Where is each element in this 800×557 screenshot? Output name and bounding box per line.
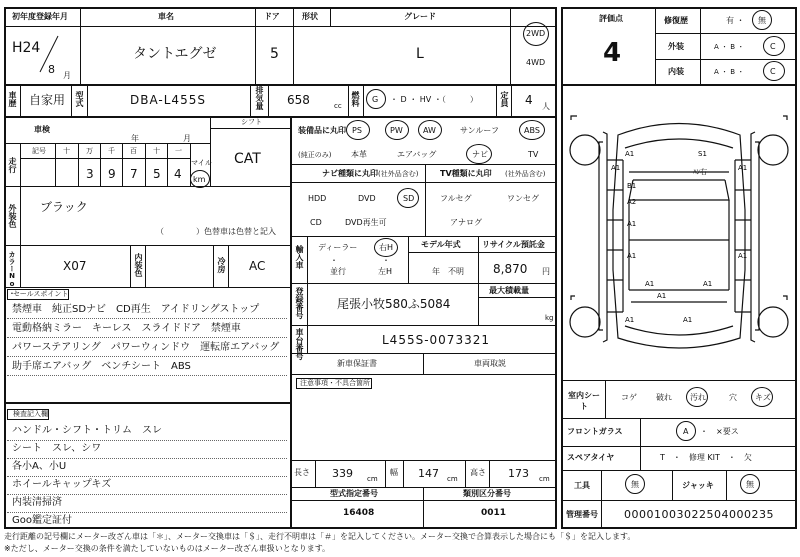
interior-grade-label: 内装	[668, 67, 684, 76]
tv-types-sub: (社外品含む)	[505, 170, 546, 178]
mileage-digit-10: 5	[153, 167, 161, 181]
inspection-note-line-5: 内装清掃済	[12, 497, 62, 508]
grade-value: L	[416, 46, 424, 62]
exterior-color-value: ブラック	[40, 200, 88, 214]
usage-value: 自家用	[29, 93, 66, 107]
diag-note-steer: ﾊﾝ右	[693, 168, 707, 176]
drive-4wd: 4WD	[526, 58, 546, 67]
diag-s1: S1	[698, 150, 707, 158]
shift-label: シフト	[241, 118, 262, 126]
sheet-scratch: キズ	[755, 393, 771, 402]
import-parallel: 並行	[330, 267, 346, 276]
door-label: ドア	[264, 12, 280, 21]
car-name-label: 車名	[158, 12, 174, 21]
tv-oneseg: ワンセグ	[507, 194, 539, 203]
tools-label: 工具	[574, 481, 590, 490]
interior-sheet-label: 室内シート	[568, 391, 600, 411]
management-value: 00001003022504000235	[624, 508, 774, 521]
length-label: 長さ	[294, 468, 310, 477]
inspection-notes-title: 検査記入欄	[13, 410, 48, 418]
inspection-note-line-2: シート スレ、シワ	[12, 443, 102, 454]
type-designation-value: 16408	[343, 508, 375, 518]
equip-sunroof: サンルーフ	[460, 126, 499, 135]
equip-tv: TV	[528, 150, 539, 159]
equip-pw: PW	[390, 126, 403, 135]
shift-value: CAT	[234, 151, 261, 167]
navi-types-title: ナビ種類に丸印	[322, 169, 378, 178]
tv-types-title: TV種類に丸印	[440, 169, 492, 178]
sheet-burn: コゲ	[621, 393, 637, 402]
first-reg-era: H24	[12, 40, 41, 56]
diag-a1-4: A1	[627, 220, 637, 228]
diag-a1-5: A1	[627, 252, 637, 260]
capacity-label: 定員	[500, 91, 509, 107]
repair-options: 有 ・	[726, 16, 745, 25]
mileage-digit-1: 4	[174, 167, 182, 181]
inspection-note-line-3: 各小A、小U	[12, 461, 67, 472]
tv-analog: アナログ	[450, 218, 482, 227]
import-label: 輸入車	[295, 245, 304, 269]
diag-a1-11: A1	[683, 316, 693, 324]
category-value: 0011	[481, 508, 507, 518]
exterior-color-note: （ ）色替車は色替と記入	[156, 227, 276, 236]
repair-selected: 無	[758, 16, 766, 25]
inspection-note-line-6: Goo鑑定証付	[12, 515, 72, 526]
exterior-color-label: 外装色	[8, 204, 17, 228]
sheet-hole: 穴	[729, 393, 737, 402]
sales-point-line-1: 禁煙車 純正SDナビ CD再生 アイドリングストップ	[12, 304, 260, 315]
chassis-value: L455S-0073321	[382, 333, 490, 347]
color-code-value: X07	[63, 259, 87, 273]
length-value: 339	[332, 467, 353, 480]
mileage-unit-km: km	[193, 175, 206, 184]
capacity-unit: 人	[542, 102, 550, 111]
score-label: 評価点	[599, 14, 623, 23]
usage-label: 車歴	[8, 91, 17, 107]
score-value: 4	[603, 38, 622, 68]
sales-point-line-2: 電動格納ミラー キーレス スライドドア 禁煙車	[12, 323, 241, 334]
recycle-unit: 円	[542, 267, 550, 276]
interior-grade-selected: C	[770, 67, 776, 76]
recycle-value: 8,870	[493, 262, 528, 276]
drive-2wd: 2WD	[526, 29, 546, 38]
type-designation-label: 型式指定番号	[330, 489, 378, 498]
ac-value: AC	[249, 259, 266, 273]
windshield-selected: A	[683, 427, 689, 436]
recycle-label: リサイクル預託金	[482, 240, 545, 249]
spare-label: スペアタイヤ	[567, 453, 615, 462]
navi-dvd: DVD	[358, 194, 376, 203]
manual: 車両取説	[474, 359, 506, 368]
mileage-col-100: 百	[130, 147, 137, 155]
diag-b1: B1	[627, 182, 637, 190]
interior-color-label: 内装色	[134, 253, 143, 277]
displacement-value: 658	[287, 93, 310, 107]
model-year-label: モデル年式	[421, 240, 461, 249]
spare-options: T ・ 修理 KIT ・ 欠	[660, 453, 752, 462]
navi-cd: CD	[310, 218, 322, 227]
ac-label: 冷房	[217, 257, 226, 273]
management-label: 管理番号	[566, 510, 598, 519]
import-dealer: ディーラー	[318, 243, 358, 252]
tv-fullseg: フルセグ	[440, 194, 472, 203]
mileage-col-10k: 万	[86, 147, 93, 155]
diag-a1-front-left: A1	[625, 150, 635, 158]
navi-dvd-play: DVD再生可	[345, 218, 387, 227]
navi-sd: SD	[403, 194, 415, 203]
sheet-stain: 汚れ	[690, 393, 706, 402]
new-warranty: 新車保証書	[337, 359, 377, 368]
car-damage-diagram	[563, 90, 795, 380]
height-label: 高さ	[470, 468, 486, 477]
shape-label: 形状	[302, 12, 318, 21]
first-reg-label: 初年度登録年月	[12, 12, 68, 21]
import-dot-1: ・	[330, 256, 338, 265]
sheet-tear: 破れ	[656, 393, 672, 402]
cc-unit: cc	[334, 102, 342, 110]
interior-grade-options: A ・ B ・	[714, 68, 745, 76]
equip-abs: ABS	[524, 126, 540, 135]
equip-ps: PS	[352, 126, 362, 135]
diag-a1-6: A1	[738, 252, 748, 260]
exterior-grade-label: 外装	[668, 42, 684, 51]
exterior-grade-selected: C	[770, 42, 776, 51]
jack-value: 無	[746, 480, 754, 489]
mileage-digit-1k: 9	[108, 167, 116, 181]
plate-label: 登録番号	[295, 287, 304, 319]
plate-value: 尾張小牧580ふ5084	[337, 297, 451, 311]
displacement-label: 排気量	[255, 86, 264, 110]
navi-types-sub: (社外品含む)	[378, 170, 419, 178]
first-reg-month-unit: 月	[63, 71, 71, 80]
import-left-h: 左H	[378, 267, 393, 276]
diag-a1-2: A1	[611, 164, 621, 172]
capacity-value: 4	[525, 93, 533, 107]
mileage-col-symbol: 記号	[32, 147, 46, 155]
grade-label: グレード	[404, 12, 436, 21]
equipment-label: 装備品に丸印	[298, 126, 346, 135]
inspection-label: 車検	[34, 125, 50, 134]
diag-a1-9: A1	[657, 292, 667, 300]
exterior-grade-options: A ・ B ・	[714, 43, 745, 51]
sales-points-title: セールスポイント	[13, 290, 69, 298]
door-count: 5	[270, 46, 279, 62]
diag-a1-8: A1	[703, 280, 713, 288]
mileage-digit-10k: 3	[86, 167, 94, 181]
diag-a1-10: A1	[625, 316, 635, 324]
windshield-rest: ・ ×要ス	[700, 427, 739, 436]
model-value: DBA-L455S	[130, 93, 206, 107]
color-code-label: カラーNo.	[8, 251, 16, 296]
windshield-label: フロントガラス	[567, 427, 623, 436]
inspection-month-unit: 月	[183, 134, 191, 143]
car-name: タントエグゼ	[133, 46, 217, 62]
sales-point-line-3: パワーステアリング パワーウィンドウ 運転席エアバッグ	[12, 342, 280, 353]
equip-leather: 本革	[351, 150, 367, 159]
diag-a1-3: A1	[738, 164, 748, 172]
notes-title: 注意事項・不具合箇所	[300, 379, 370, 387]
width-label: 幅	[390, 468, 398, 477]
navi-hdd: HDD	[308, 194, 327, 203]
footer-line-1: 走行距離の記号欄にメーター改ざん車は「＊」、メーター交換車は「＄」、走行不明車は「＃」を記入してください。メーター交換で合算表示した場合にも「＄」を記入します。	[4, 532, 636, 541]
width-unit: cm	[447, 475, 458, 483]
fuel-g: G	[372, 95, 379, 104]
equip-navi: ナビ	[472, 150, 488, 159]
category-label: 類別区分番号	[463, 489, 511, 498]
mileage-digit-100: 7	[130, 167, 138, 181]
jack-label: ジャッキ	[682, 481, 714, 490]
diag-a1-7: A1	[645, 280, 655, 288]
height-unit: cm	[539, 475, 550, 483]
repair-label: 修復歴	[664, 16, 688, 25]
mileage-col-100k: 十	[63, 147, 70, 155]
mileage-col-1: 一	[175, 147, 182, 155]
diag-a2: A2	[627, 198, 637, 206]
mileage-col-1k: 千	[108, 147, 115, 155]
equip-aw: AW	[423, 126, 436, 135]
chassis-label: 車台番号	[295, 328, 304, 360]
footer-line-2: ※ただし、メーター交換の条件を満たしていないものはメーター改ざん車扱いとなります。	[4, 544, 331, 553]
sales-point-line-4: 助手席エアバッグ ベンチシート ABS	[12, 361, 191, 372]
model-label: 型式	[75, 91, 84, 107]
import-right-h: 右H	[379, 243, 394, 252]
model-year-value: 年 不明	[432, 267, 464, 276]
max-load-label: 最大積載量	[489, 286, 529, 295]
inspection-note-line-4: ホイールキャップキズ	[12, 479, 112, 490]
inspection-year-unit: 年	[131, 134, 139, 143]
width-value: 147	[418, 467, 439, 480]
mileage-unit-mile: マイル	[191, 159, 212, 167]
fuel-label: 燃料	[351, 91, 360, 107]
mileage-col-10: 十	[153, 147, 160, 155]
inspection-note-line-1: ハンドル・シフト・トリム スレ	[12, 425, 162, 436]
first-reg-month: 8	[48, 63, 55, 76]
equip-airbag: エアバッグ	[397, 150, 437, 159]
kg-unit: kg	[545, 314, 554, 322]
import-dot-2: ・	[382, 256, 390, 265]
fuel-options: ・ D ・ HV ・（ ）	[390, 95, 478, 104]
tools-value: 無	[631, 480, 639, 489]
equipment-sublabel: (純正のみ)	[298, 151, 332, 159]
mileage-label: 走行	[8, 157, 17, 173]
height-value: 173	[508, 467, 529, 480]
length-unit: cm	[367, 475, 378, 483]
